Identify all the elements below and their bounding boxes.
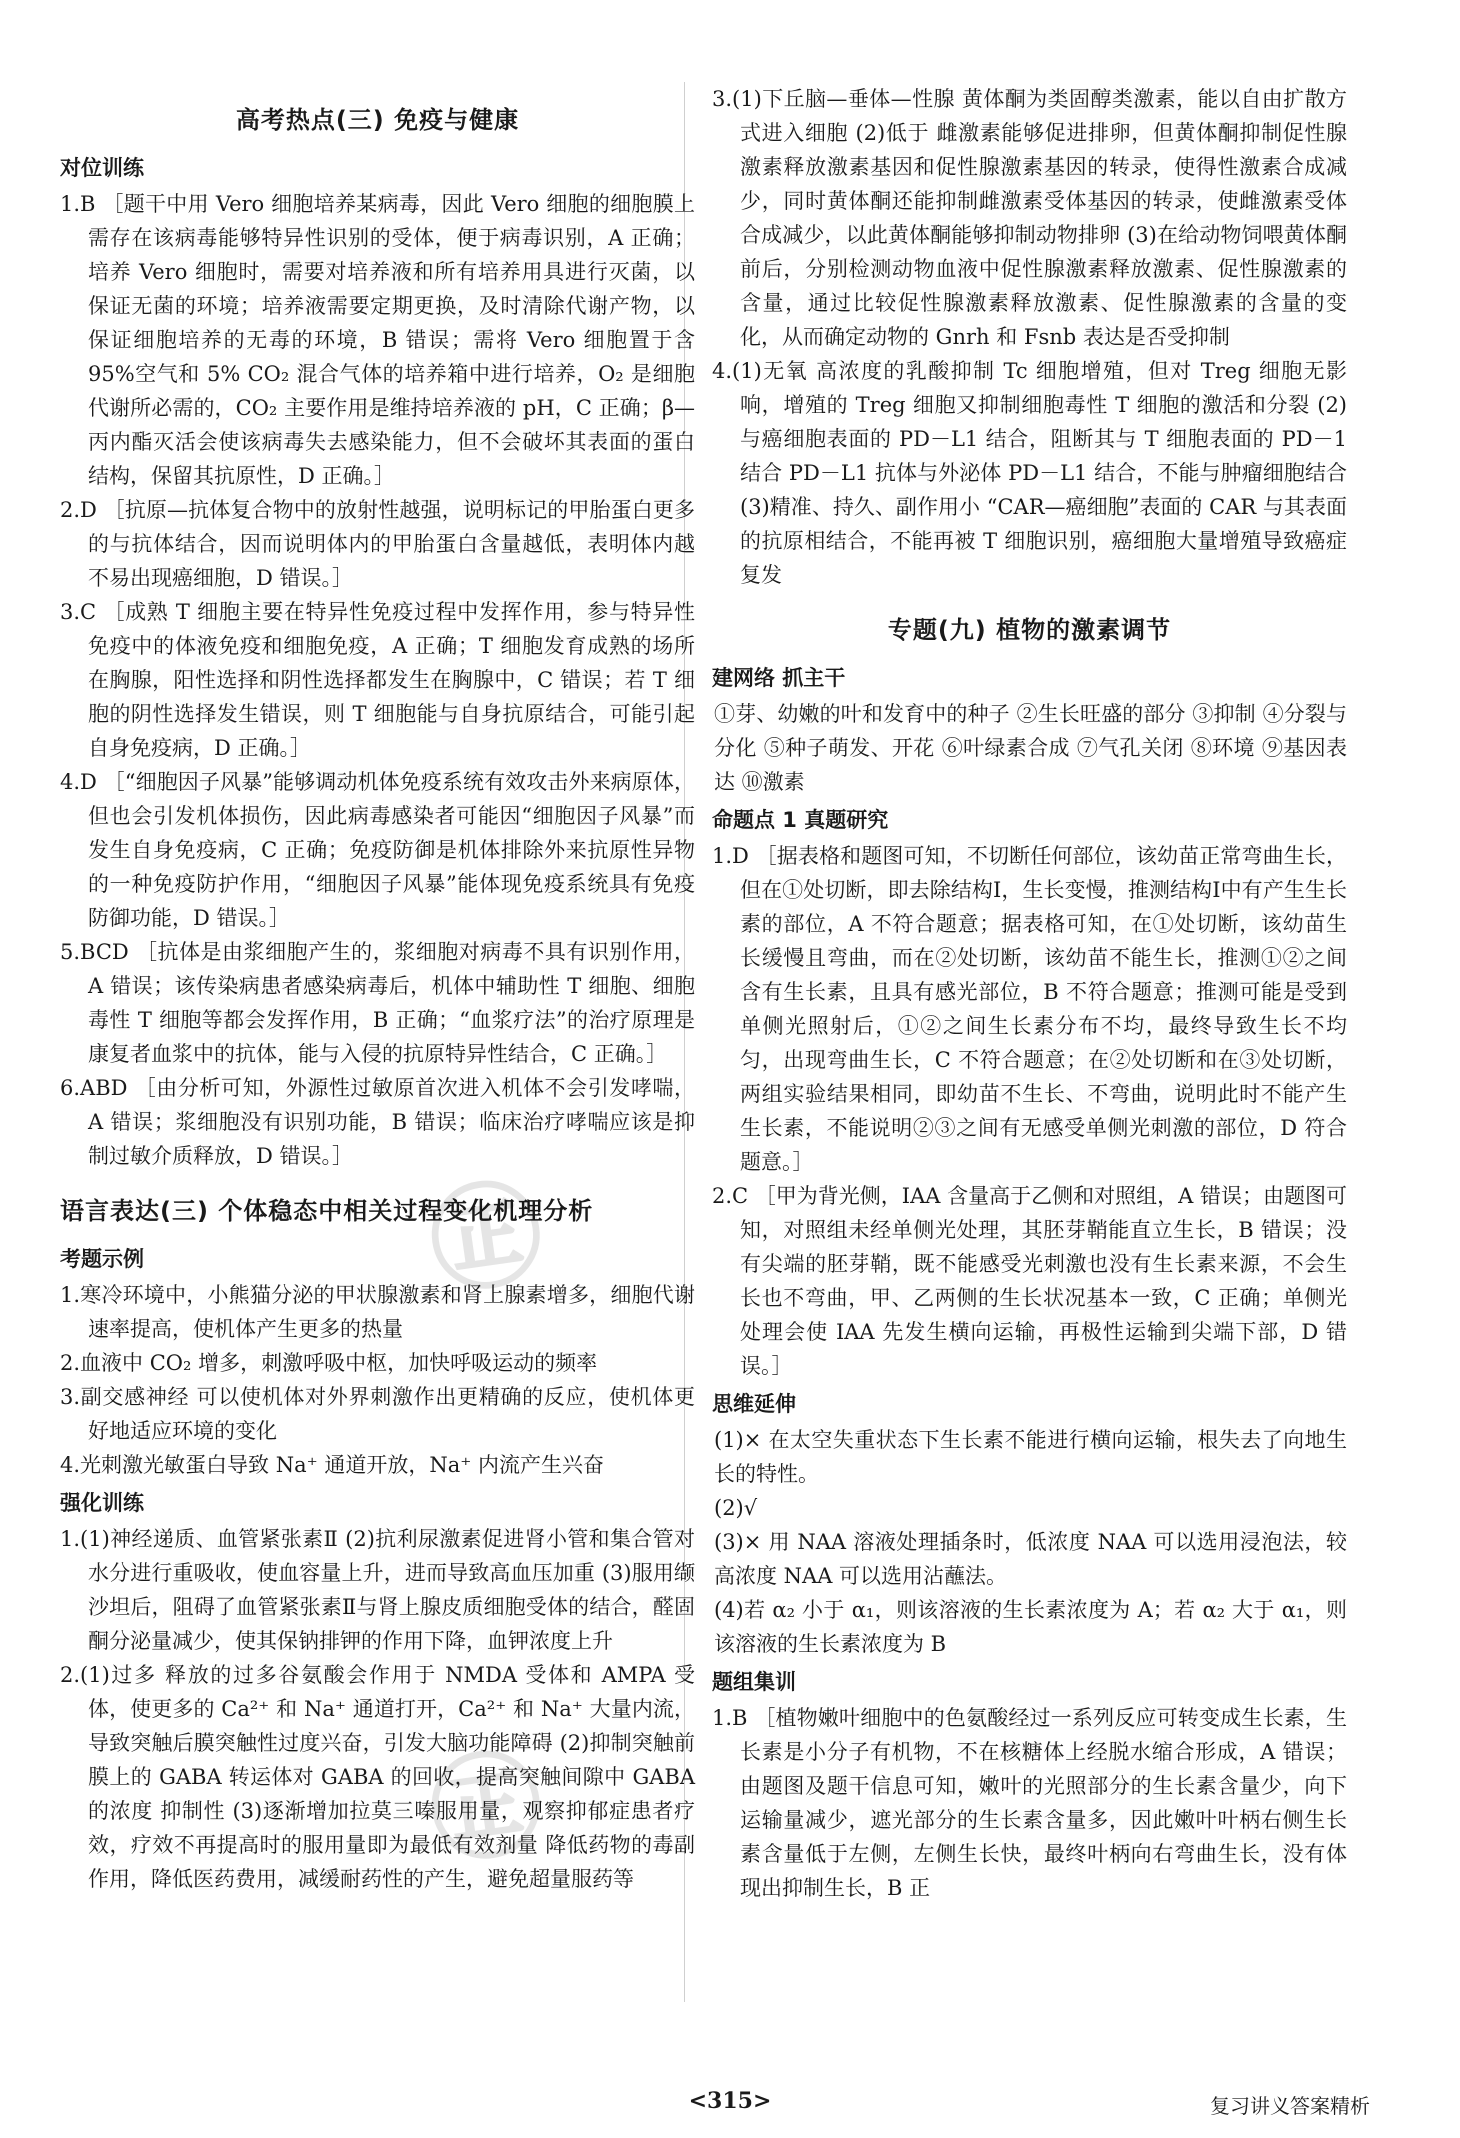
answer-item: 5.BCD ［抗体是由浆细胞产生的，浆细胞对病毒不具有识别作用，A 错误；该传染病患者感染病毒后，机体中辅助性 T 细胞、细胞毒性 T 细胞等都会发挥作用，B 正确；“血浆疗法”的治疗原理是康复者血浆中的抗体，能与入侵的抗原特异性结合，C 正确。］ [60, 940, 695, 1066]
subheading-real-questions: 命题点 1 真题研究 [712, 808, 889, 832]
subheading-group-training: 题组集训 [712, 1670, 796, 1694]
section-title-immunity: 高考热点(三) 免疫与健康 [235, 106, 520, 134]
answer-item: 2.C ［甲为背光侧，IAA 含量高于乙侧和对照组，A 错误；由题图可知，对照组未经单侧光处理，其胚芽鞘能直立生长，B 错误；没有尖端的胚芽鞘，既不能感受光刺激也没有生长素来源，不会生长也不弯曲，甲、乙两侧的生长状况基本一致，C 正确；单侧光处理会使 IAA 先发生横向运输，再极性运输到尖端下部，D 错误。］ [712, 1184, 1347, 1378]
answer-item: 1.寒冷环境中，小熊猫分泌的甲状腺激素和肾上腺素增多，细胞代谢速率提高，使机体产生更多的热量 [60, 1283, 695, 1341]
answer-item: 3.(1)下丘脑—垂体—性腺 黄体酮为类固醇类激素，能以自由扩散方式进入细胞 (2)低于 雌激素能够促进排卵，但黄体酮抑制促性腺激素释放激素基因和促性腺激素基因的转录，使得性激素合成减少，同时黄体酮还能抑制雌激素受体基因的转录，使雌激素受体合成减少，以此黄体酮能够抑制动物排卵 (3)在给动物饲喂黄体酮前后，分别检测动物血液中促性腺激素释放激素、促性腺激素的含量，通过比较促性腺激素释放激素、促性腺激素的含量的变化，从而确定动物的 Gnrh 和 Fsnb 表达是否受抑制 [712, 87, 1347, 349]
extension-item: (2)√ [714, 1496, 758, 1520]
watermark-logo: ㊣ [422, 1166, 558, 1310]
answer-item: 1.B ［题干中用 Vero 细胞培养某病毒，因此 Vero 细胞的细胞膜上需存在该病毒能够特异性识别的受体，便于病毒识别，A 正确；培养 Vero 细胞时，需要对培养液和所有培养用具进行灭菌，以保证无菌的环境；培养液需要定期更换，及时清除代谢产物，以保证细胞培养的无毒的环境，B 错误；需将 Vero 细胞置于含 95%空气和 5% CO₂ 混合气体的培养箱中进行培养，O₂ 是细胞代谢所必需的，CO₂ 主要作用是维持培养液的 pH，C 正确；β—丙内酯灭活会使该病毒失去感染能力，但不会破坏其表面的蛋白结构，保留其抗原性，D 正确。］ [60, 192, 695, 488]
answer-item: 6.ABD ［由分析可知，外源性过敏原首次进入机体不会引发哮喘，A 错误；浆细胞没有识别功能，B 错误；临床治疗哮喘应该是抑制过敏介质释放，D 错误。］ [60, 1076, 695, 1168]
answer-item: 4.光刺激光敏蛋白导致 Na⁺ 通道开放，Na⁺ 内流产生兴奋 [60, 1453, 605, 1477]
network-answers: ①芽、幼嫩的叶和发育中的种子 ②生长旺盛的部分 ③抑制 ④分裂与分化 ⑤种子萌发、开花 ⑥叶绿素合成 ⑦气孔关闭 ⑧环境 ⑨基因表达 ⑩激素 [714, 702, 1347, 794]
answer-item: 3.副交感神经 可以使机体对外界刺激作出更精确的反应，使机体更好地适应环境的变化 [60, 1385, 695, 1443]
subheading-extension: 思维延伸 [712, 1392, 796, 1416]
section-title-plant-hormones: 专题(九) 植物的激素调节 [887, 616, 1172, 644]
page-number: <315> [688, 2088, 772, 2114]
answer-item: 1.D ［据表格和题图可知，不切断任何部位，该幼苗正常弯曲生长，但在①处切断，即去除结构Ⅰ，生长变慢，推测结构Ⅰ中有产生生长素的部位，A 不符合题意；据表格可知，在①处切断，该幼苗生长缓慢且弯曲，而在②处切断，该幼苗不能生长，推测①②之间含有生长素，且具有感光部位，B 不符合题意；推测可能是受到单侧光照射后，①②之间生长素分布不均，最终导致生长不均匀，出现弯曲生长，C 不符合题意；在②处切断和在③处切断，两组实验结果相同，即幼苗不生长、不弯曲，说明此时不能产生生长素，不能说明②③之间有无感受单侧光刺激的部位，D 符合题意。］ [712, 844, 1347, 1174]
answer-item: 1.B ［植物嫩叶细胞中的色氨酸经过一系列反应可转变成生长素，生长素是小分子有机物，不在核糖体上经脱水缩合形成，A 错误；由题图及题干信息可知，嫩叶的光照部分的生长素含量少，向下运输量减少，遮光部分的生长素含量多，因此嫩叶叶柄右侧生长素含量低于左侧，左侧生长快，最终叶柄向右弯曲生长，没有体现出抑制生长，B 正 [712, 1706, 1347, 1900]
subheading-reinforce: 强化训练 [60, 1491, 144, 1515]
answer-item: 2.D ［抗原—抗体复合物中的放射性越强，说明标记的甲胎蛋白更多的与抗体结合，因而说明体内的甲胎蛋白含量越低，表明体内越不易出现癌细胞，D 错误。］ [60, 498, 695, 590]
subheading-examples: 考题示例 [60, 1247, 144, 1271]
footer-label: 复习讲义答案精析 [1210, 2094, 1370, 2118]
extension-item: (1)× 在太空失重状态下生长素不能进行横向运输，根失去了向地生长的特性。 [714, 1428, 1347, 1486]
answer-item: 1.(1)神经递质、血管紧张素Ⅱ (2)抗利尿激素促进肾小管和集合管对水分进行重吸收，使血容量上升，进而导致高血压加重 (3)服用缬沙坦后，阻碍了血管紧张素Ⅱ与肾上腺皮质细胞受体的结合，醛固酮分泌量减少，使其保钠排钾的作用下降，血钾浓度上升 [60, 1527, 695, 1653]
left-column [60, 82, 695, 1896]
extension-item: (3)× 用 NAA 溶液处理插条时，低浓度 NAA 可以选用浸泡法，较高浓度 NAA 可以选用沾蘸法。 [714, 1530, 1347, 1588]
answer-item: 2.(1)过多 释放的过多谷氨酸会作用于 NMDA 受体和 AMPA 受体，使更多的 Ca²⁺ 和 Na⁺ 通道打开，Ca²⁺ 和 Na⁺ 大量内流，导致突触后膜突触性过度兴奋，引发大脑功能障碍 (2)抑制突触前膜上的 GABA 转运体对 GABA 的回收，提高突触间隙中 GABA 的浓度 抑制性 (3)逐渐增加拉莫三嗪服用量，观察抑郁症患者疗效，疗效不再提高时的服用量即为最低有效剂量 降低药物的毒副作用，降低医药费用，减缓耐药性的产生，避免超量服药等 [60, 1663, 695, 1891]
right-column [712, 82, 1347, 1905]
subheading-practice: 对位训练 [60, 156, 144, 180]
subheading-network: 建网络 抓主干 [712, 666, 846, 690]
answer-item: 3.C ［成熟 T 细胞主要在特异性免疫过程中发挥作用，参与特异性免疫中的体液免疫和细胞免疫，A 正确；T 细胞发育成熟的场所在胸腺，阳性选择和阴性选择都发生在胸腺中，C 错误；若 T 细胞的阴性选择发生错误，则 T 细胞能与自身抗原结合，可能引起自身免疫病，D 正确。］ [60, 600, 695, 760]
answer-item: 2.血液中 CO₂ 增多，刺激呼吸中枢，加快呼吸运动的频率 [60, 1351, 598, 1375]
extension-item: (4)若 α₂ 小于 α₁，则该溶液的生长素浓度为 A；若 α₂ 大于 α₁，则该溶液的生长素浓度为 B [714, 1598, 1347, 1656]
answer-item: 4.D ［“细胞因子风暴”能够调动机体免疫系统有效攻击外来病原体，但也会引发机体损伤，因此病毒感染者可能因“细胞因子风暴”而发生自身免疫病，C 正确；免疫防御是机体排除外来抗原性异物的一种免疫防护作用，“细胞因子风暴”能体现免疫系统具有免疫防御功能，D 错误。］ [60, 770, 695, 930]
answer-item: 4.(1)无氧 高浓度的乳酸抑制 Tc 细胞增殖，但对 Treg 细胞无影响，增殖的 Treg 细胞又抑制细胞毒性 T 细胞的激活和分裂 (2)与癌细胞表面的 PD－L1 结合，阻断其与 T 细胞表面的 PD－1 结合 PD－L1 抗体与外泌体 PD－L1 结合，不能与肿瘤细胞结合 (3)精准、持久、副作用小 “CAR—癌细胞”表面的 CAR 与其表面的抗原相结合，不能再被 T 细胞识别，癌细胞大量增殖导致癌症复发 [712, 359, 1347, 587]
watermark-logo: ㊣ [422, 1736, 558, 1880]
section-title-language: 语言表达(三) 个体稳态中相关过程变化机理分析 [60, 1197, 594, 1225]
